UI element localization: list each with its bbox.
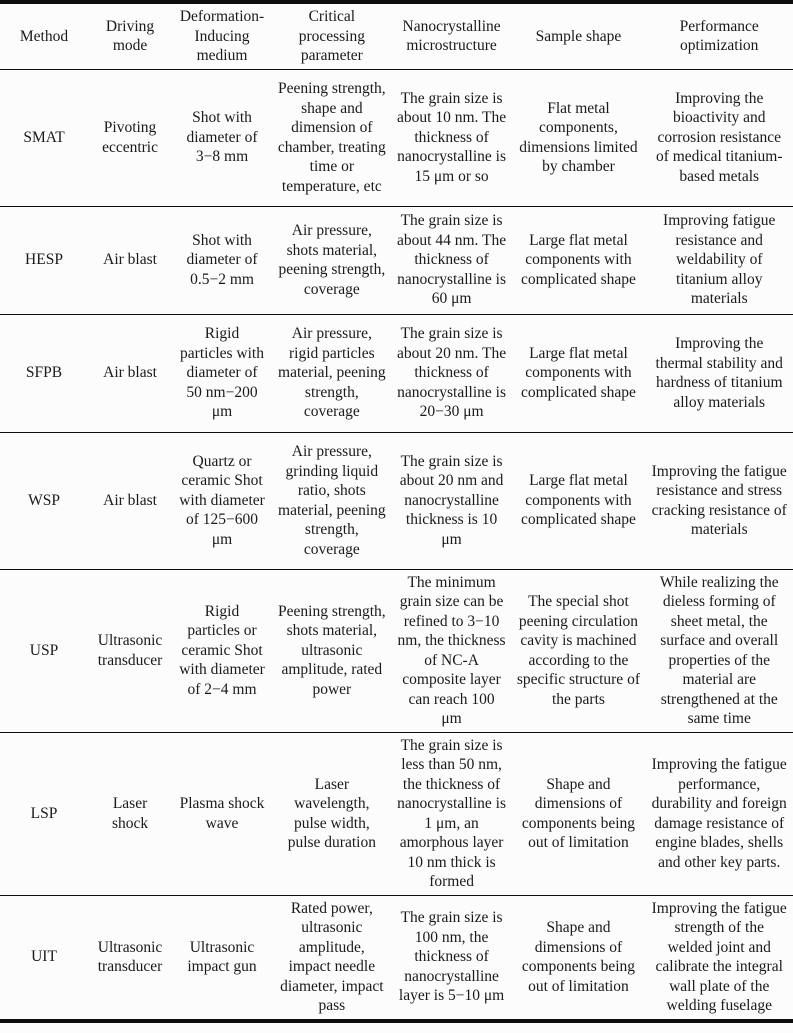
cell-medium: Rigid particles with diameter of 50 nm−200 μm bbox=[172, 314, 272, 432]
cell-sample-shape: Flat metal components, dimensions limited by chamber bbox=[511, 69, 645, 206]
cell-parameter: Laser wavelength, pulse width, pulse duration bbox=[272, 732, 392, 895]
header-method: Method bbox=[0, 2, 88, 69]
cell-method: SFPB bbox=[0, 314, 88, 432]
cell-sample-shape: Shape and dimensions of components being out of limitation bbox=[521, 919, 636, 995]
cell-microstructure: The grain size is 100 nm, the thickness of nanocrystalline layer is 5−10 μm bbox=[398, 909, 505, 1005]
cell-medium: Ultrasonic impact gun bbox=[187, 938, 257, 975]
header-sample-shape: Sample shape bbox=[511, 2, 645, 69]
cell-driving-mode: Pivoting eccentric bbox=[88, 69, 172, 206]
cell-microstructure: The grain size is less than 50 nm, the thickness of nanocrystalline is 1 μm, an amorphous layer 10 nm thick is formed bbox=[392, 732, 512, 895]
table-row-wsp bbox=[0, 432, 793, 569]
header-critical-processing-parameter: Critical processing parameter bbox=[272, 2, 392, 69]
table-row-hesp bbox=[0, 206, 793, 314]
cell-method: USP bbox=[0, 569, 88, 732]
cell-microstructure: The grain size is about 20 nm and nanocrystalline thickness is 10 μm bbox=[392, 432, 512, 569]
cell-method: SMAT bbox=[0, 69, 88, 206]
cell-parameter: Peening strength, shots material, ultrasonic amplitude, rated power bbox=[272, 569, 392, 732]
cell-performance: Improving the fatigue performance, durability and foreign damage resistance of engine blades, shells and other key parts. bbox=[645, 732, 793, 895]
cell-driving-mode: Air blast bbox=[88, 314, 172, 432]
cell-driving-mode: Ultrasonic transducer bbox=[88, 569, 172, 732]
cell-driving-mode: Air blast bbox=[88, 432, 172, 569]
cell-driving-mode: Air blast bbox=[88, 206, 172, 314]
cell-performance: Improving fatigue resistance and weldability of titanium alloy materials bbox=[645, 206, 793, 314]
header-driving-mode: Driving mode bbox=[88, 2, 172, 69]
cell-microstructure: The grain size is about 20 nm. The thickness of nanocrystalline is 20−30 μm bbox=[392, 314, 512, 432]
cell-performance: Improving the fatigue strength of the welded joint and calibrate the integral wall plate of the welding fuselage bbox=[651, 899, 787, 1014]
cell-sample-shape: The special shot peening circulation cavity is machined according to the specific structure of the parts bbox=[511, 569, 645, 732]
cell-method: LSP bbox=[0, 732, 88, 895]
cell-performance: While realizing the dieless forming of sheet metal, the surface and overall properties of the material are strengthened at the same time bbox=[645, 569, 793, 732]
header-deformation-inducing-medium: Deformation-Inducing medium bbox=[172, 2, 272, 69]
cell-performance: Improving the thermal stability and hardness of titanium alloy materials bbox=[645, 314, 793, 432]
cell-sample-shape: Shape and dimensions of components being out of limitation bbox=[511, 732, 645, 895]
cell-method: WSP bbox=[0, 432, 88, 569]
cell-method: UIT bbox=[31, 948, 57, 966]
cell-medium: Plasma shock wave bbox=[172, 732, 272, 895]
cell-medium: Shot with diameter of 0.5−2 mm bbox=[172, 206, 272, 314]
cell-driving-mode: Laser shock bbox=[88, 732, 172, 895]
cell-performance: Improving the bioactivity and corrosion resistance of medical titanium-based metals bbox=[645, 69, 793, 206]
cell-medium: Shot with diameter of 3−8 mm bbox=[172, 69, 272, 206]
cell-microstructure: The grain size is about 10 nm. The thickness of nanocrystalline is 15 μm or so bbox=[392, 69, 512, 206]
cell-parameter: Peening strength, shape and dimension of chamber, treating time or temperature, etc bbox=[272, 69, 392, 206]
cell-sample-shape: Large flat metal components with complicated shape bbox=[511, 432, 645, 569]
cell-microstructure: The minimum grain size can be refined to 3−10 nm, the thickness of NC-A composite layer can reach 100 μm bbox=[392, 569, 512, 732]
cell-sample-shape: Large flat metal components with complicated shape bbox=[511, 314, 645, 432]
cell-driving-mode: Ultrasonic transducer bbox=[97, 938, 163, 975]
header-row bbox=[0, 2, 793, 69]
table-row-usp bbox=[0, 569, 793, 732]
cell-medium: Quartz or ceramic Shot with diameter of 125−600 μm bbox=[172, 432, 272, 569]
cell-parameter: Air pressure, grinding liquid ratio, shots material, peening strength, coverage bbox=[272, 432, 392, 569]
table-row-sfpb bbox=[0, 314, 793, 432]
cell-parameter: Air pressure, shots material, peening strength, coverage bbox=[272, 206, 392, 314]
cell-parameter: Air pressure, rigid particles material, peening strength, coverage bbox=[272, 314, 392, 432]
cell-sample-shape: Large flat metal components with complicated shape bbox=[511, 206, 645, 314]
header-performance-optimization: Performance optimization bbox=[645, 2, 793, 69]
cell-performance: Improving the fatigue resistance and stress cracking resistance of materials bbox=[645, 432, 793, 569]
cell-parameter: Rated power, ultrasonic amplitude, impact needle diameter, impact pass bbox=[280, 899, 384, 1014]
cell-microstructure: The grain size is about 44 nm. The thickness of nanocrystalline is 60 μm bbox=[392, 206, 512, 314]
cell-medium: Rigid particles or ceramic Shot with diameter of 2−4 mm bbox=[172, 569, 272, 732]
table-row-smat bbox=[0, 69, 793, 206]
cell-method: HESP bbox=[0, 206, 88, 314]
table-row-lsp bbox=[0, 732, 793, 895]
table-row-uit bbox=[0, 895, 793, 1021]
header-nanocrystalline-microstructure: Nanocrystalline microstructure bbox=[392, 2, 512, 69]
